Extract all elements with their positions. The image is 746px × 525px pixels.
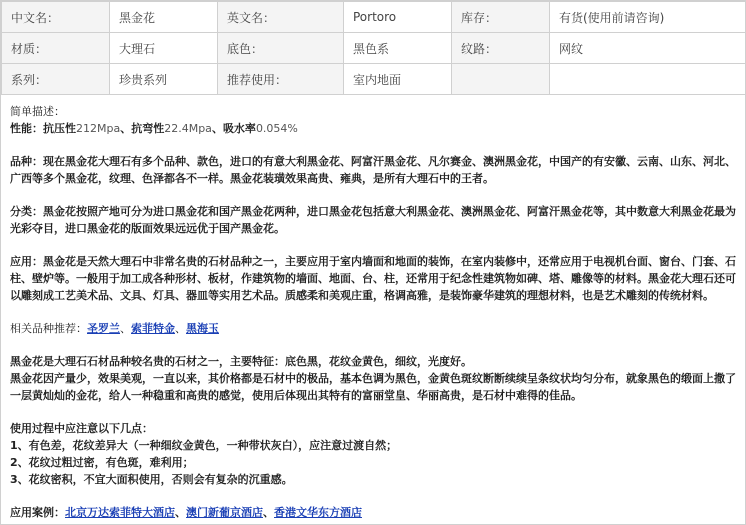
spec-value: 网纹 (550, 33, 746, 64)
note-item: 1、有色差，花纹差异大（一种细纹金黄色，一种带状灰白），应注意过渡自然； (10, 439, 398, 452)
spec-value: Portoro (344, 2, 452, 33)
spec-label: 英文名： (218, 2, 344, 33)
classification-paragraph: 分类：黑金花按照产地可分为进口黑金花和国产黑金花两种，进口黑金花包括意大利黑金花、澳洲黑金花、阿富汗黑金花等，其中数意大利黑金花最为光彩夺目，进口黑金花的版面效果远远优于国产黑金花。 (10, 205, 736, 235)
related-sep: 、 (175, 322, 186, 335)
spec-label: 系列： (2, 64, 110, 95)
flexural-value: 22.4Mpa (164, 122, 212, 135)
spec-label: 底色： (218, 33, 344, 64)
application-paragraph: 应用：黑金花是天然大理石中非常名贵的石材品种之一，主要应用于室内墙面和地面的装饰，在室内装修中，还常应用于电视机台面、窗台、门套、石柱、壁炉等。一般用于加工成各种形材、板材，作建筑物的墙面、地面、台、柱，还常用于纪念性建筑物如碑、塔、雕像等的材料。黑金花大理石还可以雕刻成工艺美术品、文具、灯具、器皿等实用艺术品。质感柔和美观庄重，格调高雅，是装饰豪华建筑的理想材料，也是艺术雕刻的传统材料。 (10, 255, 736, 302)
spec-value: 大理石 (110, 33, 218, 64)
related-link-sofitel-gold[interactable]: 索菲特金 (131, 322, 175, 335)
related-link-black-sea-jade[interactable]: 黑海玉 (186, 322, 219, 335)
case-link-beijing-wanda-sofitel[interactable]: 北京万达索菲特大酒店 (65, 506, 175, 519)
application-cases (10, 504, 736, 521)
spec-label: 中文名： (2, 2, 110, 33)
cases-sep: 、 (175, 506, 186, 519)
spec-row (2, 64, 746, 95)
performance-line (10, 120, 736, 137)
compressive-label: 抗压性 (43, 122, 76, 135)
spec-label: 推荐使用： (218, 64, 344, 95)
related-varieties (10, 320, 736, 337)
spec-value: 室内地面 (344, 64, 452, 95)
performance-label: 性能： (10, 122, 43, 135)
spec-value: 珍贵系列 (110, 64, 218, 95)
feature-paragraph-2: 黑金花因产量少，效果美观，一直以来，其价格都是石材中的极品，基本色调为黑色，金黄色斑纹断断续续呈条纹状均匀分布，就象黑色的缎面上撒了一层黄灿灿的金花，给人一种稳重和高贵的感觉，使用后体现出其特有的富丽堂皇、华丽高贵，是石材中难得的佳品。 (10, 372, 736, 402)
flexural-label: 抗弯性 (131, 122, 165, 135)
spec-label-empty (452, 64, 550, 95)
cases-sep: 、 (263, 506, 274, 519)
description-heading: 简单描述： (10, 105, 65, 118)
spec-label: 纹路： (452, 33, 550, 64)
spec-value: 黑金花 (110, 2, 218, 33)
related-label: 相关品种推荐： (10, 322, 87, 335)
related-link-saint-laurent[interactable]: 圣罗兰 (87, 322, 120, 335)
notes-title: 使用过程中应注意以下几点： (10, 422, 153, 435)
note-item: 2、花纹过粗过密，有色斑，难利用； (10, 456, 194, 469)
note-item: 3、花纹密积，不宜大面积使用，否则会有复杂的沉重感。 (10, 473, 293, 486)
spec-value: 有货(使用前请咨询) (550, 2, 746, 33)
spec-table (1, 1, 746, 95)
compressive-value: 212Mpa (76, 122, 121, 135)
spec-label: 库存： (452, 2, 550, 33)
spec-row (2, 33, 746, 64)
spec-value: 黑色系 (344, 33, 452, 64)
variety-paragraph: 品种：现在黑金花大理石有多个品种、款色，进口的有意大利黑金花、阿富汗黑金花、凡尔赛金、澳洲黑金花，中国产的有安徽、云南、山东、河北、广西等多个黑金花，纹理、色泽都各不一样。黑金花装璜效果高贵、雍典，是所有大理石中的王者。 (10, 155, 736, 185)
absorption-label: 吸水率 (222, 122, 256, 135)
related-sep: 、 (120, 322, 131, 335)
performance-sep: 、 (120, 122, 132, 135)
cases-label: 应用案例： (10, 506, 65, 519)
spec-value-empty (550, 64, 746, 95)
spec-label: 材质： (2, 33, 110, 64)
absorption-value: 0.054% (255, 122, 298, 135)
performance-sep: 、 (211, 122, 223, 135)
spec-row (2, 2, 746, 33)
case-link-hk-mandarin-oriental[interactable]: 香港文华东方酒店 (274, 506, 362, 519)
feature-paragraph-1: 黑金花是大理石石材品种较名贵的石材之一，主要特征：底色黑，花纹金黄色，细纹，光度好。 (10, 355, 472, 368)
description (1, 95, 745, 521)
case-link-macau-grand-lisboa[interactable]: 澳门新葡京酒店 (186, 506, 263, 519)
